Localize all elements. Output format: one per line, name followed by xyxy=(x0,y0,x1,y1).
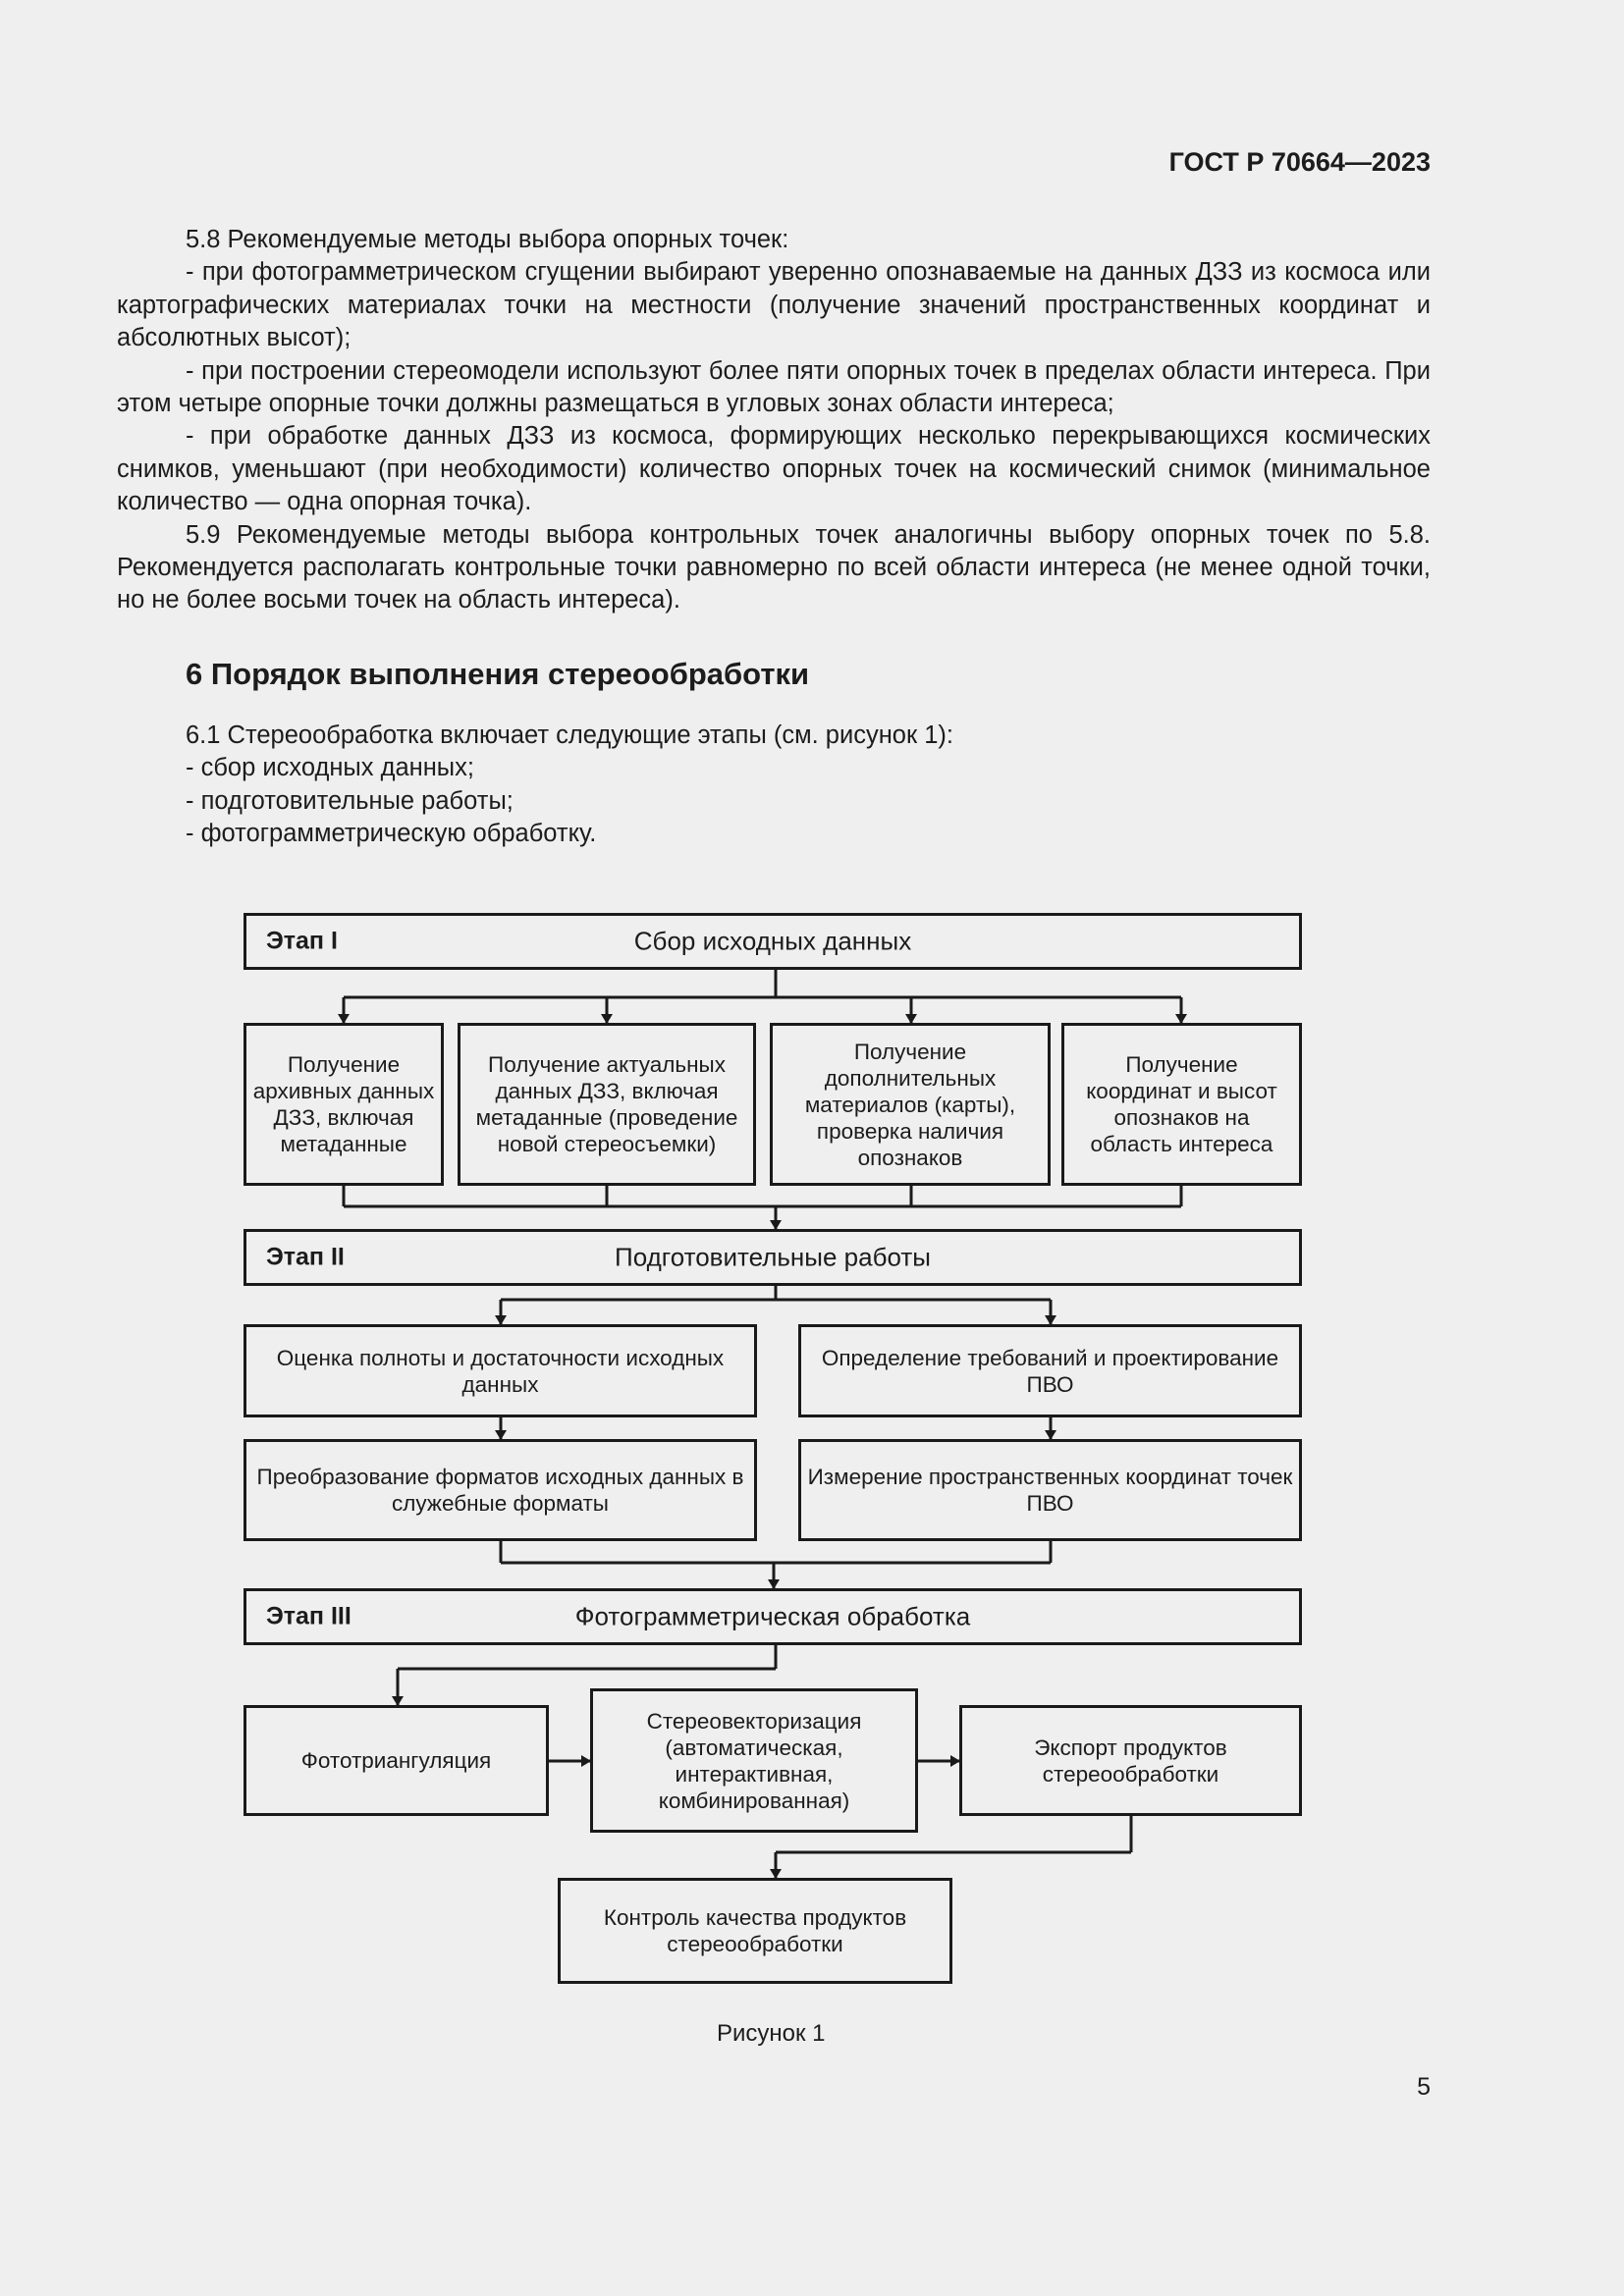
stage-2-title: Подготовительные работы xyxy=(615,1242,931,1272)
paragraph-bullet-1: - при фотограмметрическом сгущении выбирают уверенно опознаваемые на данных ДЗЗ из космоса или картографических материалах точки на местности (получение значений пространственных координат и абсолютных высот); xyxy=(117,258,1431,352)
stage-1-header xyxy=(244,913,1302,970)
flow-box-data-assessment: Оценка полноты и достаточности исходных данных xyxy=(244,1324,757,1417)
flow-box-current-data: Получение актуальных данных ДЗЗ, включая метаданные (проведение новой стереосъемки) xyxy=(458,1023,756,1186)
flow-box-phototriangulation: Фототриангуляция xyxy=(244,1705,549,1816)
stage-2-header xyxy=(244,1229,1302,1286)
document-header: ГОСТ Р 70664—2023 xyxy=(1168,147,1431,177)
list-item: - подготовительные работы; xyxy=(186,786,514,815)
flow-box-archive-data: Получение архивных данных ДЗЗ, включая метаданные xyxy=(244,1023,444,1186)
figure-caption: Рисунок 1 xyxy=(717,2020,826,2047)
stage-1-title: Сбор исходных данных xyxy=(633,926,912,956)
flow-box-pvo-measurement: Измерение пространственных координат точек ПВО xyxy=(798,1439,1302,1541)
flow-box-additional-materials: Получение дополнительных материалов (карты), проверка наличия опознаков xyxy=(770,1023,1051,1186)
paragraph-bullet-3: - при обработке данных ДЗЗ из космоса, формирующих несколько перекрывающихся космических снимков, уменьшают (при необходимости) количество опорных точек на космический снимок (минимальное количество — одна опорная точка). xyxy=(117,422,1431,516)
section-title: 6 Порядок выполнения стереообработки xyxy=(186,657,810,691)
flow-box-format-conversion: Преобразование форматов исходных данных в служебные форматы xyxy=(244,1439,757,1541)
stage-1-label: Этап I xyxy=(266,927,338,955)
list-item: - сбор исходных данных; xyxy=(186,754,474,782)
flow-box-quality-control: Контроль качества продуктов стереообработки xyxy=(558,1878,952,1984)
stage-3-title: Фотограмметрическая обработка xyxy=(574,1601,971,1631)
page-number: 5 xyxy=(1417,2073,1431,2101)
list-item: - фотограмметрическую обработку. xyxy=(186,820,597,848)
flow-box-stereovectorization: Стереовекторизация (автоматическая, интерактивная, комбинированная) xyxy=(590,1688,918,1833)
paragraph-5-9: 5.9 Рекомендуемые методы выбора контрольных точек аналогичны выбору опорных точек по 5.8. Рекомендуется располагать контрольные точки равномерно по всей области интереса (не менее одной точки, но не более восьми точек на область интереса). xyxy=(117,520,1431,614)
paragraph-bullet-2: - при построении стереомодели используют более пяти опорных точек в пределах области интереса. При этом четыре опорные точки должны размещаться в угловых зонах области интереса; xyxy=(117,356,1431,418)
flow-box-control-coordinates: Получение координат и высот опознаков на область интереса xyxy=(1061,1023,1302,1186)
stage-2-label: Этап II xyxy=(266,1243,345,1271)
flow-box-pvo-design: Определение требований и проектирование ПВО xyxy=(798,1324,1302,1417)
section-intro: 6.1 Стереообработка включает следующие этапы (см. рисунок 1): xyxy=(186,721,953,749)
flow-box-export-products: Экспорт продуктов стереообработки xyxy=(959,1705,1302,1816)
stage-3-label: Этап III xyxy=(266,1602,352,1630)
stage-3-header xyxy=(244,1588,1302,1645)
paragraph-5-8: 5.8 Рекомендуемые методы выбора опорных точек: xyxy=(186,226,789,253)
